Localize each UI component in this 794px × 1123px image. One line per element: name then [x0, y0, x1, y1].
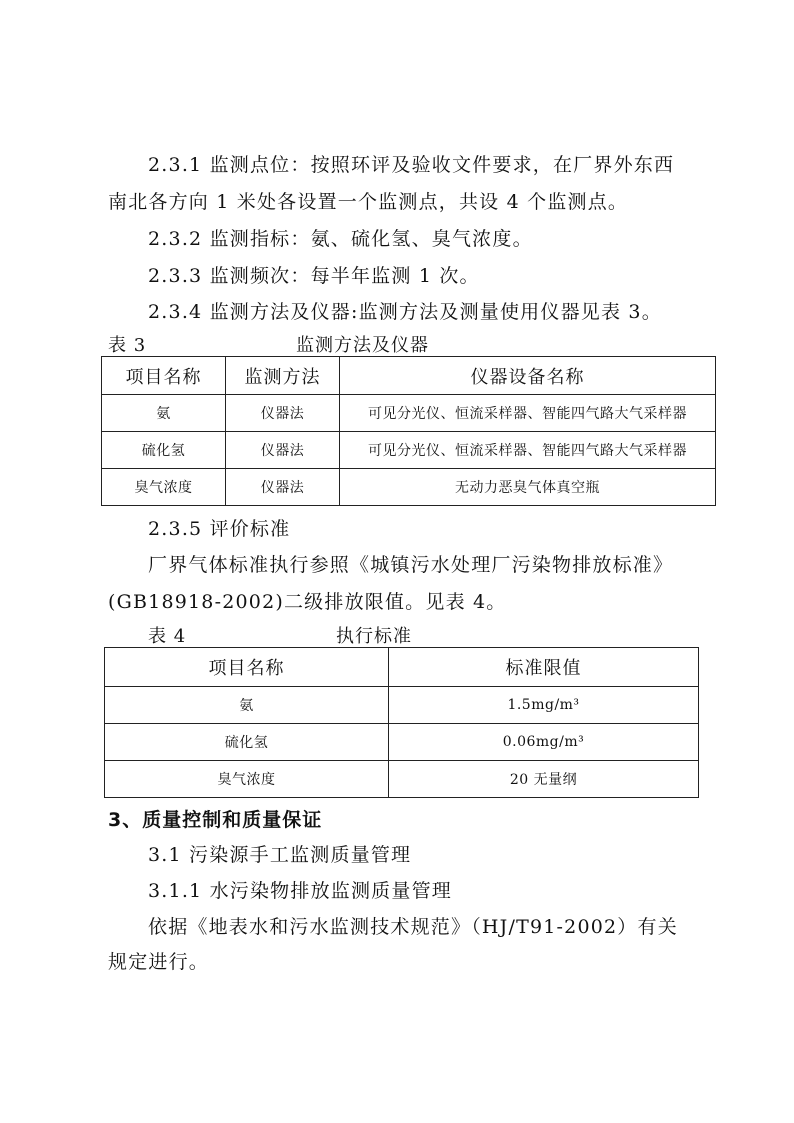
- table-row: [102, 395, 716, 432]
- table-row: [102, 432, 716, 469]
- paragraph-2-3-1-line2: 南北各方向 1 米处各设置一个监测点，共设 4 个监测点。: [108, 191, 629, 213]
- table-cell: 硫化氢: [105, 724, 389, 761]
- paragraph-basis-line2: 规定进行。: [108, 951, 210, 973]
- table-cell: 可见分光仪、恒流采样器、智能四气路大气采样器: [340, 395, 716, 432]
- table3-title: 监测方法及仪器: [296, 335, 429, 356]
- table-row: [105, 761, 699, 798]
- section-3-heading: 3、质量控制和质量保证: [108, 809, 323, 831]
- table-cell: 臭气浓度: [102, 469, 226, 506]
- table4-title: 执行标准: [336, 626, 412, 647]
- table3-header-row: [102, 357, 716, 395]
- paragraph-standard-line2: (GB18918-2002)二级排放限值。见表 4。: [108, 591, 507, 613]
- table4-header-cell: 标准限值: [389, 648, 699, 687]
- table3-label: 表 3: [108, 335, 147, 356]
- table3-header-cell: 项目名称: [102, 357, 226, 395]
- paragraph-2-3-2: 2.3.2 监测指标：氨、硫化氢、臭气浓度。: [148, 228, 533, 250]
- paragraph-basis-line1: 依据《地表水和污水监测技术规范》（HJ/T91-2002）有关: [148, 916, 678, 938]
- table-row: [105, 724, 699, 761]
- table-cell: 氨: [105, 687, 389, 724]
- paragraph-standard-line1: 厂界气体标准执行参照《城镇污水处理厂污染物排放标准》: [148, 554, 674, 576]
- table4: [104, 647, 699, 798]
- paragraph-2-3-5: 2.3.5 评价标准: [148, 518, 291, 540]
- section-3-1: 3.1 污染源手工监测质量管理: [148, 844, 412, 866]
- table4-header-row: [105, 648, 699, 687]
- table-row: [105, 687, 699, 724]
- table-cell: 仪器法: [226, 469, 340, 506]
- table-cell: 无动力恶臭气体真空瓶: [340, 469, 716, 506]
- table-cell: 氨: [102, 395, 226, 432]
- table4-label: 表 4: [148, 626, 187, 647]
- table4-header-cell: 项目名称: [105, 648, 389, 687]
- section-3-1-1: 3.1.1 水污染物排放监测质量管理: [148, 880, 452, 902]
- table3: [101, 356, 716, 506]
- paragraph-2-3-4: 2.3.4 监测方法及仪器:监测方法及测量使用仪器见表 3。: [148, 301, 662, 323]
- paragraph-2-3-3: 2.3.3 监测频次：每半年监测 1 次。: [148, 265, 480, 287]
- table-cell: 臭气浓度: [105, 761, 389, 798]
- paragraph-2-3-1-line1: 2.3.1 监测点位：按照环评及验收文件要求，在厂界外东西: [148, 154, 675, 176]
- table-cell: 可见分光仪、恒流采样器、智能四气路大气采样器: [340, 432, 716, 469]
- table-cell: 仪器法: [226, 432, 340, 469]
- table-row: [102, 469, 716, 506]
- table-cell: 仪器法: [226, 395, 340, 432]
- table3-header-cell: 仪器设备名称: [340, 357, 716, 395]
- table-cell: 20 无量纲: [389, 761, 699, 798]
- table-cell: 1.5mg/m³: [389, 687, 699, 724]
- table-cell: 硫化氢: [102, 432, 226, 469]
- table3-header-cell: 监测方法: [226, 357, 340, 395]
- table-cell: 0.06mg/m³: [389, 724, 699, 761]
